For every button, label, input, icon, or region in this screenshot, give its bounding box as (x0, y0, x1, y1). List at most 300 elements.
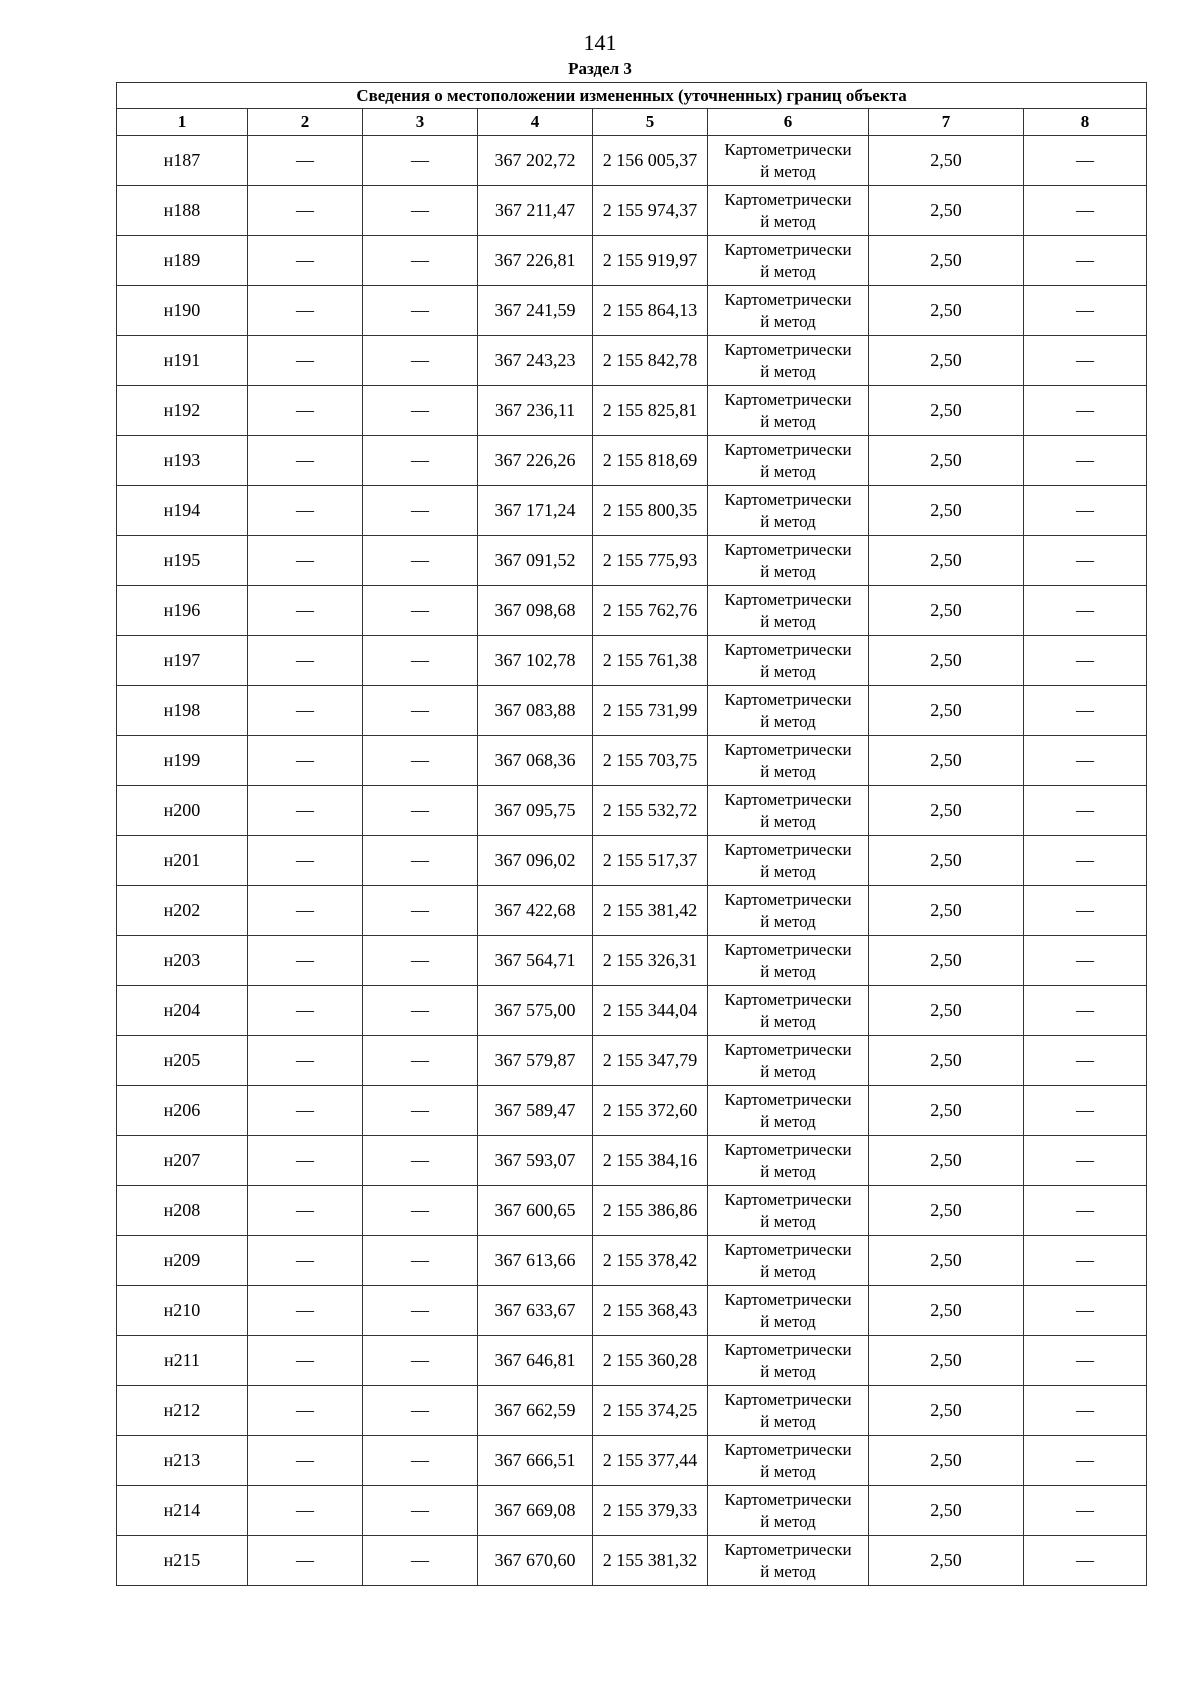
method-line-1: Картометрически (724, 539, 852, 559)
coordinate-y-cell: 2 155 344,04 (593, 986, 708, 1036)
method-line-1: Картометрически (724, 689, 852, 709)
table-row (117, 236, 1147, 286)
table-row (117, 1536, 1147, 1586)
column-8-cell: — (1024, 1286, 1147, 1336)
accuracy-cell: 2,50 (869, 1286, 1024, 1336)
point-number-cell: н207 (117, 1136, 248, 1186)
column-3-cell: — (363, 936, 478, 986)
coordinate-x-cell: 367 646,81 (478, 1336, 593, 1386)
coordinate-y-cell: 2 155 360,28 (593, 1336, 708, 1386)
column-2-cell: — (248, 186, 363, 236)
point-number-cell: н192 (117, 386, 248, 436)
accuracy-cell: 2,50 (869, 186, 1024, 236)
method-line-2: й метод (760, 411, 816, 431)
method-line-2: й метод (760, 1161, 816, 1181)
column-3-cell: — (363, 1036, 478, 1086)
accuracy-cell: 2,50 (869, 786, 1024, 836)
column-2-cell: — (248, 436, 363, 486)
table-row (117, 1436, 1147, 1486)
column-2-cell: — (248, 1436, 363, 1486)
table-row (117, 136, 1147, 186)
column-8-cell: — (1024, 1386, 1147, 1436)
table-caption: Сведения о местоположении измененных (уточненных) границ объекта (117, 83, 1147, 109)
method-cell (708, 1386, 869, 1436)
coordinate-y-cell: 2 155 379,33 (593, 1486, 708, 1536)
accuracy-cell: 2,50 (869, 936, 1024, 986)
method-line-2: й метод (760, 1061, 816, 1081)
table-row (117, 1236, 1147, 1286)
coordinate-y-cell: 2 155 864,13 (593, 286, 708, 336)
accuracy-cell: 2,50 (869, 986, 1024, 1036)
table-row (117, 786, 1147, 836)
method-cell (708, 986, 869, 1036)
coordinate-x-cell: 367 243,23 (478, 336, 593, 386)
column-8-cell: — (1024, 136, 1147, 186)
method-cell (708, 536, 869, 586)
coordinate-x-cell: 367 202,72 (478, 136, 593, 186)
method-cell (708, 1436, 869, 1486)
accuracy-cell: 2,50 (869, 636, 1024, 686)
method-line-2: й метод (760, 561, 816, 581)
coordinate-x-cell: 367 564,71 (478, 936, 593, 986)
method-line-2: й метод (760, 1561, 816, 1581)
section-title: Раздел 3 (568, 59, 632, 78)
column-2-cell: — (248, 336, 363, 386)
method-line-2: й метод (760, 761, 816, 781)
method-cell (708, 586, 869, 636)
point-number-cell: н210 (117, 1286, 248, 1336)
coordinate-x-cell: 367 613,66 (478, 1236, 593, 1286)
accuracy-cell: 2,50 (869, 736, 1024, 786)
column-8-cell: — (1024, 436, 1147, 486)
method-line-1: Картометрически (724, 589, 852, 609)
method-line-1: Картометрически (724, 789, 852, 809)
method-line-2: й метод (760, 311, 816, 331)
column-3-cell: — (363, 336, 478, 386)
point-number-cell: н197 (117, 636, 248, 686)
column-3-cell: — (363, 736, 478, 786)
column-3-cell: — (363, 1286, 478, 1336)
method-cell (708, 1186, 869, 1236)
method-line-1: Картометрически (724, 1039, 852, 1059)
coordinate-y-cell: 2 155 703,75 (593, 736, 708, 786)
table-row (117, 1336, 1147, 1386)
method-line-2: й метод (760, 1261, 816, 1281)
coordinate-x-cell: 367 575,00 (478, 986, 593, 1036)
column-2-cell: — (248, 786, 363, 836)
column-3-cell: — (363, 1236, 478, 1286)
method-line-2: й метод (760, 961, 816, 981)
coordinate-x-cell: 367 096,02 (478, 836, 593, 886)
coordinate-y-cell: 2 155 800,35 (593, 486, 708, 536)
coordinate-y-cell: 2 155 517,37 (593, 836, 708, 886)
coordinate-x-cell: 367 593,07 (478, 1136, 593, 1186)
method-line-2: й метод (760, 1211, 816, 1231)
method-line-2: й метод (760, 661, 816, 681)
coordinate-x-cell: 367 226,26 (478, 436, 593, 486)
method-cell (708, 186, 869, 236)
accuracy-cell: 2,50 (869, 1236, 1024, 1286)
table-row (117, 836, 1147, 886)
column-2-cell: — (248, 1486, 363, 1536)
column-3-cell: — (363, 1436, 478, 1486)
coordinate-x-cell: 367 211,47 (478, 186, 593, 236)
coordinate-x-cell: 367 666,51 (478, 1436, 593, 1486)
column-3-cell: — (363, 986, 478, 1036)
table-row (117, 1286, 1147, 1336)
accuracy-cell: 2,50 (869, 1386, 1024, 1436)
accuracy-cell: 2,50 (869, 136, 1024, 186)
point-number-cell: н206 (117, 1086, 248, 1136)
method-line-1: Картометрически (724, 1339, 852, 1359)
method-line-2: й метод (760, 611, 816, 631)
coordinate-x-cell: 367 589,47 (478, 1086, 593, 1136)
accuracy-cell: 2,50 (869, 286, 1024, 336)
point-number-cell: н193 (117, 436, 248, 486)
coordinate-y-cell: 2 155 775,93 (593, 536, 708, 586)
coordinate-y-cell: 2 155 381,42 (593, 886, 708, 936)
accuracy-cell: 2,50 (869, 386, 1024, 436)
coordinate-y-cell: 2 155 825,81 (593, 386, 708, 436)
column-header: 8 (1024, 109, 1147, 136)
boundary-coordinates-table (116, 82, 1147, 1586)
point-number-cell: н208 (117, 1186, 248, 1236)
table-row (117, 1486, 1147, 1536)
column-2-cell: — (248, 836, 363, 886)
point-number-cell: н202 (117, 886, 248, 936)
column-2-cell: — (248, 986, 363, 1036)
point-number-cell: н211 (117, 1336, 248, 1386)
coordinate-y-cell: 2 155 378,42 (593, 1236, 708, 1286)
accuracy-cell: 2,50 (869, 436, 1024, 486)
column-8-cell: — (1024, 1186, 1147, 1236)
coordinate-y-cell: 2 155 381,32 (593, 1536, 708, 1586)
method-cell (708, 1536, 869, 1586)
point-number-cell: н189 (117, 236, 248, 286)
table-row (117, 336, 1147, 386)
accuracy-cell: 2,50 (869, 1536, 1024, 1586)
column-2-cell: — (248, 1136, 363, 1186)
column-2-cell: — (248, 1336, 363, 1386)
method-cell (708, 636, 869, 686)
table-row (117, 686, 1147, 736)
accuracy-cell: 2,50 (869, 836, 1024, 886)
column-2-cell: — (248, 536, 363, 586)
column-3-cell: — (363, 386, 478, 436)
method-line-1: Картометрически (724, 339, 852, 359)
column-8-cell: — (1024, 236, 1147, 286)
column-3-cell: — (363, 436, 478, 486)
column-2-cell: — (248, 136, 363, 186)
method-cell (708, 1336, 869, 1386)
column-2-cell: — (248, 386, 363, 436)
column-3-cell: — (363, 536, 478, 586)
coordinate-x-cell: 367 098,68 (478, 586, 593, 636)
method-line-1: Картометрически (724, 1139, 852, 1159)
method-cell (708, 1486, 869, 1536)
method-cell (708, 786, 869, 836)
method-cell (708, 1286, 869, 1336)
column-2-cell: — (248, 636, 363, 686)
column-3-cell: — (363, 686, 478, 736)
column-2-cell: — (248, 1236, 363, 1286)
method-line-2: й метод (760, 1111, 816, 1131)
column-2-cell: — (248, 736, 363, 786)
method-line-1: Картометрически (724, 1489, 852, 1509)
point-number-cell: н187 (117, 136, 248, 186)
method-cell (708, 836, 869, 886)
coordinate-y-cell: 2 155 347,79 (593, 1036, 708, 1086)
method-line-2: й метод (760, 1311, 816, 1331)
accuracy-cell: 2,50 (869, 1086, 1024, 1136)
column-3-cell: — (363, 1386, 478, 1436)
method-line-2: й метод (760, 511, 816, 531)
coordinate-y-cell: 2 155 372,60 (593, 1086, 708, 1136)
table-row (117, 886, 1147, 936)
point-number-cell: н214 (117, 1486, 248, 1536)
method-cell (708, 1086, 869, 1136)
column-8-cell: — (1024, 636, 1147, 686)
method-line-1: Картометрически (724, 839, 852, 859)
column-8-cell: — (1024, 286, 1147, 336)
column-8-cell: — (1024, 836, 1147, 886)
column-2-cell: — (248, 686, 363, 736)
accuracy-cell: 2,50 (869, 486, 1024, 536)
column-8-cell: — (1024, 886, 1147, 936)
column-3-cell: — (363, 1186, 478, 1236)
coordinate-y-cell: 2 156 005,37 (593, 136, 708, 186)
method-line-1: Картометрически (724, 239, 852, 259)
coordinate-x-cell: 367 236,11 (478, 386, 593, 436)
column-8-cell: — (1024, 736, 1147, 786)
coordinate-x-cell: 367 662,59 (478, 1386, 593, 1436)
method-line-1: Картометрически (724, 139, 852, 159)
column-3-cell: — (363, 786, 478, 836)
method-line-1: Картометрически (724, 1089, 852, 1109)
method-line-2: й метод (760, 361, 816, 381)
point-number-cell: н204 (117, 986, 248, 1036)
coordinate-y-cell: 2 155 974,37 (593, 186, 708, 236)
column-8-cell: — (1024, 1136, 1147, 1186)
method-line-1: Картометрически (724, 639, 852, 659)
method-line-1: Картометрически (724, 439, 852, 459)
column-number-row (117, 109, 1147, 136)
method-line-1: Картометрически (724, 1539, 852, 1559)
column-2-cell: — (248, 1286, 363, 1336)
coordinate-x-cell: 367 091,52 (478, 536, 593, 586)
accuracy-cell: 2,50 (869, 1486, 1024, 1536)
accuracy-cell: 2,50 (869, 1136, 1024, 1186)
table-row (117, 736, 1147, 786)
column-3-cell: — (363, 1086, 478, 1136)
method-line-1: Картометрически (724, 389, 852, 409)
accuracy-cell: 2,50 (869, 536, 1024, 586)
point-number-cell: н195 (117, 536, 248, 586)
coordinate-x-cell: 367 068,36 (478, 736, 593, 786)
page-number: 141 (583, 30, 617, 55)
method-line-1: Картометрически (724, 289, 852, 309)
method-line-1: Картометрически (724, 1439, 852, 1459)
column-8-cell: — (1024, 336, 1147, 386)
table-row (117, 1036, 1147, 1086)
column-3-cell: — (363, 836, 478, 886)
table-row (117, 636, 1147, 686)
table-row (117, 936, 1147, 986)
method-cell (708, 336, 869, 386)
table-row (117, 436, 1147, 486)
column-header: 5 (593, 109, 708, 136)
table-row (117, 1386, 1147, 1436)
method-cell (708, 386, 869, 436)
coordinate-y-cell: 2 155 368,43 (593, 1286, 708, 1336)
column-3-cell: — (363, 586, 478, 636)
method-line-2: й метод (760, 211, 816, 231)
method-cell (708, 1036, 869, 1086)
column-header: 6 (708, 109, 869, 136)
coordinate-x-cell: 367 083,88 (478, 686, 593, 736)
column-2-cell: — (248, 586, 363, 636)
method-line-1: Картометрически (724, 739, 852, 759)
method-line-2: й метод (760, 811, 816, 831)
table-row (117, 1186, 1147, 1236)
column-2-cell: — (248, 486, 363, 536)
method-cell (708, 736, 869, 786)
method-line-2: й метод (760, 261, 816, 281)
point-number-cell: н212 (117, 1386, 248, 1436)
coordinate-y-cell: 2 155 842,78 (593, 336, 708, 386)
method-line-1: Картометрически (724, 1239, 852, 1259)
method-cell (708, 936, 869, 986)
method-cell (708, 486, 869, 536)
column-8-cell: — (1024, 936, 1147, 986)
method-line-1: Картометрически (724, 1289, 852, 1309)
column-3-cell: — (363, 1536, 478, 1586)
method-line-2: й метод (760, 1361, 816, 1381)
column-8-cell: — (1024, 786, 1147, 836)
column-3-cell: — (363, 136, 478, 186)
coordinate-x-cell: 367 422,68 (478, 886, 593, 936)
column-2-cell: — (248, 886, 363, 936)
column-3-cell: — (363, 1136, 478, 1186)
table-row (117, 536, 1147, 586)
table-row (117, 386, 1147, 436)
column-8-cell: — (1024, 1436, 1147, 1486)
point-number-cell: н194 (117, 486, 248, 536)
method-line-2: й метод (760, 1511, 816, 1531)
coordinate-x-cell: 367 226,81 (478, 236, 593, 286)
method-line-2: й метод (760, 1461, 816, 1481)
coordinate-x-cell: 367 171,24 (478, 486, 593, 536)
method-line-2: й метод (760, 461, 816, 481)
method-cell (708, 686, 869, 736)
method-cell (708, 286, 869, 336)
column-3-cell: — (363, 486, 478, 536)
column-3-cell: — (363, 636, 478, 686)
column-header: 7 (869, 109, 1024, 136)
column-header: 1 (117, 109, 248, 136)
column-8-cell: — (1024, 686, 1147, 736)
column-3-cell: — (363, 186, 478, 236)
table-row (117, 1086, 1147, 1136)
coordinate-x-cell: 367 241,59 (478, 286, 593, 336)
point-number-cell: н200 (117, 786, 248, 836)
table-row (117, 486, 1147, 536)
column-2-cell: — (248, 1086, 363, 1136)
accuracy-cell: 2,50 (869, 586, 1024, 636)
point-number-cell: н205 (117, 1036, 248, 1086)
column-2-cell: — (248, 286, 363, 336)
column-3-cell: — (363, 236, 478, 286)
method-line-1: Картометрически (724, 189, 852, 209)
accuracy-cell: 2,50 (869, 686, 1024, 736)
method-line-2: й метод (760, 1411, 816, 1431)
column-8-cell: — (1024, 486, 1147, 536)
method-line-1: Картометрически (724, 1389, 852, 1409)
point-number-cell: н215 (117, 1536, 248, 1586)
coordinate-y-cell: 2 155 762,76 (593, 586, 708, 636)
point-number-cell: н213 (117, 1436, 248, 1486)
column-header: 3 (363, 109, 478, 136)
point-number-cell: н196 (117, 586, 248, 636)
column-8-cell: — (1024, 1086, 1147, 1136)
coordinate-y-cell: 2 155 761,38 (593, 636, 708, 686)
point-number-cell: н190 (117, 286, 248, 336)
accuracy-cell: 2,50 (869, 1436, 1024, 1486)
accuracy-cell: 2,50 (869, 1186, 1024, 1236)
method-line-1: Картометрически (724, 989, 852, 1009)
column-8-cell: — (1024, 386, 1147, 436)
coordinate-y-cell: 2 155 818,69 (593, 436, 708, 486)
table-row (117, 986, 1147, 1036)
coordinate-x-cell: 367 670,60 (478, 1536, 593, 1586)
method-line-1: Картометрически (724, 489, 852, 509)
coordinate-x-cell: 367 633,67 (478, 1286, 593, 1336)
method-line-2: й метод (760, 911, 816, 931)
method-line-1: Картометрически (724, 889, 852, 909)
column-8-cell: — (1024, 986, 1147, 1036)
table-row (117, 286, 1147, 336)
table-row (117, 1136, 1147, 1186)
column-2-cell: — (248, 1036, 363, 1086)
coordinate-y-cell: 2 155 919,97 (593, 236, 708, 286)
accuracy-cell: 2,50 (869, 336, 1024, 386)
table-row (117, 586, 1147, 636)
coordinate-y-cell: 2 155 731,99 (593, 686, 708, 736)
coordinate-y-cell: 2 155 374,25 (593, 1386, 708, 1436)
method-line-2: й метод (760, 1011, 816, 1031)
method-line-2: й метод (760, 161, 816, 181)
column-2-cell: — (248, 1186, 363, 1236)
column-2-cell: — (248, 1536, 363, 1586)
column-8-cell: — (1024, 1036, 1147, 1086)
method-line-1: Картометрически (724, 1189, 852, 1209)
method-cell (708, 236, 869, 286)
method-line-2: й метод (760, 861, 816, 881)
coordinate-x-cell: 367 095,75 (478, 786, 593, 836)
point-number-cell: н203 (117, 936, 248, 986)
column-3-cell: — (363, 1336, 478, 1386)
column-8-cell: — (1024, 536, 1147, 586)
point-number-cell: н188 (117, 186, 248, 236)
column-3-cell: — (363, 1486, 478, 1536)
coordinate-y-cell: 2 155 326,31 (593, 936, 708, 986)
coordinate-y-cell: 2 155 532,72 (593, 786, 708, 836)
point-number-cell: н201 (117, 836, 248, 886)
point-number-cell: н209 (117, 1236, 248, 1286)
column-2-cell: — (248, 236, 363, 286)
coordinate-x-cell: 367 579,87 (478, 1036, 593, 1086)
column-3-cell: — (363, 286, 478, 336)
